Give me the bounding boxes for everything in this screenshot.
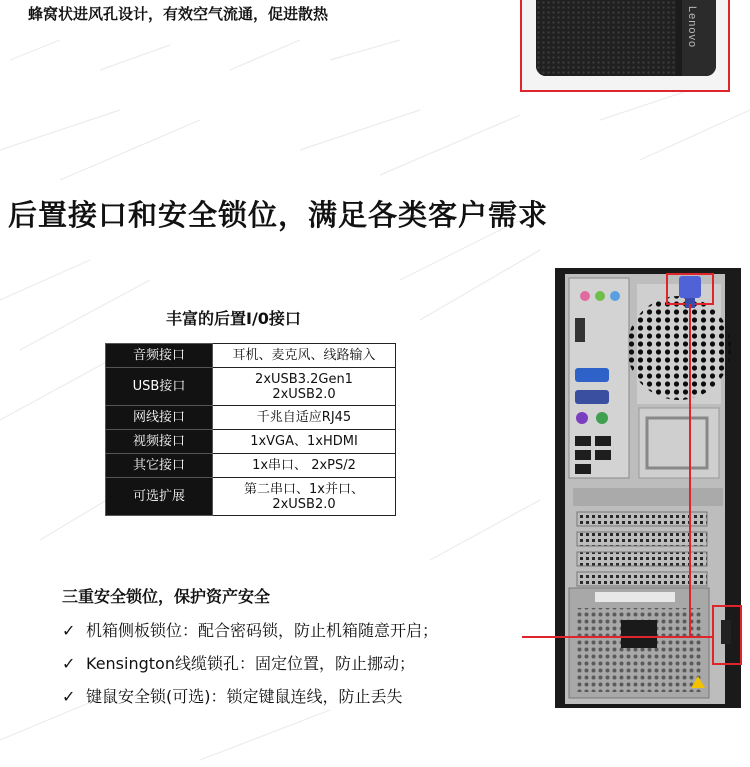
table-row (106, 478, 396, 516)
row-label-other: 其它接口 (106, 454, 213, 478)
feature-item (62, 651, 415, 674)
row-value-network (213, 406, 396, 430)
table-row (106, 430, 396, 454)
value-line: 耳机、麦克风、线路输入 (232, 348, 376, 363)
row-value-usb (213, 368, 396, 406)
value-line: 千兆自适应RJ45 (256, 410, 352, 425)
check-icon: ✓ (62, 687, 76, 706)
row-label-usb: USB接口 (106, 368, 213, 406)
value-line: 2xUSB2.0 (272, 386, 336, 402)
value-line: 1xVGA、1xHDMI (250, 434, 358, 449)
value-line: 1x串口、 2xPS/2 (252, 458, 356, 473)
row-value-video (213, 430, 396, 454)
value-line: 2xUSB3.2Gen1 (255, 371, 353, 387)
section-title: 后置接口和安全锁位，满足各类客户需求 (8, 198, 549, 232)
feature-item (62, 618, 438, 641)
callout-line (522, 636, 712, 638)
table-row (106, 344, 396, 368)
row-label-audio: 音频接口 (106, 344, 213, 368)
check-icon: ✓ (62, 621, 76, 640)
honeycomb-grille (536, 0, 676, 76)
fan-grille-icon (627, 284, 731, 478)
airflow-caption: 蜂窝状进风孔设计，有效空气流通，促进散热 (28, 5, 329, 23)
row-value-optional (213, 478, 396, 516)
row-value-other (213, 454, 396, 478)
row-label-optional: 可选扩展 (106, 478, 213, 516)
table-row (106, 406, 396, 430)
value-line: 第二串口、1x并口、 (244, 481, 364, 497)
case-front-image (536, 0, 716, 76)
feature-text: 键鼠安全锁(可选)：锁定键鼠连线，防止丢失 (86, 687, 403, 706)
io-heading: 丰富的后置I/0接口 (166, 309, 301, 328)
io-spec-table (105, 343, 396, 516)
row-label-video: 视频接口 (106, 430, 213, 454)
table-row (106, 368, 396, 406)
case-front-highlight-frame (520, 0, 730, 92)
feature-text: Kensington线缆锁孔：固定位置，防止挪动； (86, 654, 415, 673)
security-heading: 三重安全锁位，保护资产安全 (62, 587, 271, 606)
row-value-audio (213, 344, 396, 368)
table-row (106, 454, 396, 478)
power-supply-icon (569, 588, 709, 698)
check-icon: ✓ (62, 654, 76, 673)
rear-port-panel-icon (569, 278, 629, 478)
feature-text: 机箱侧板锁位：配合密码锁，防止机箱随意开启； (86, 621, 439, 640)
feature-item (62, 684, 403, 707)
row-label-network: 网线接口 (106, 406, 213, 430)
rear-tower-image (555, 268, 745, 708)
value-line: 2xUSB2.0 (272, 496, 336, 512)
lenovo-logo: Lenovo (686, 6, 698, 49)
